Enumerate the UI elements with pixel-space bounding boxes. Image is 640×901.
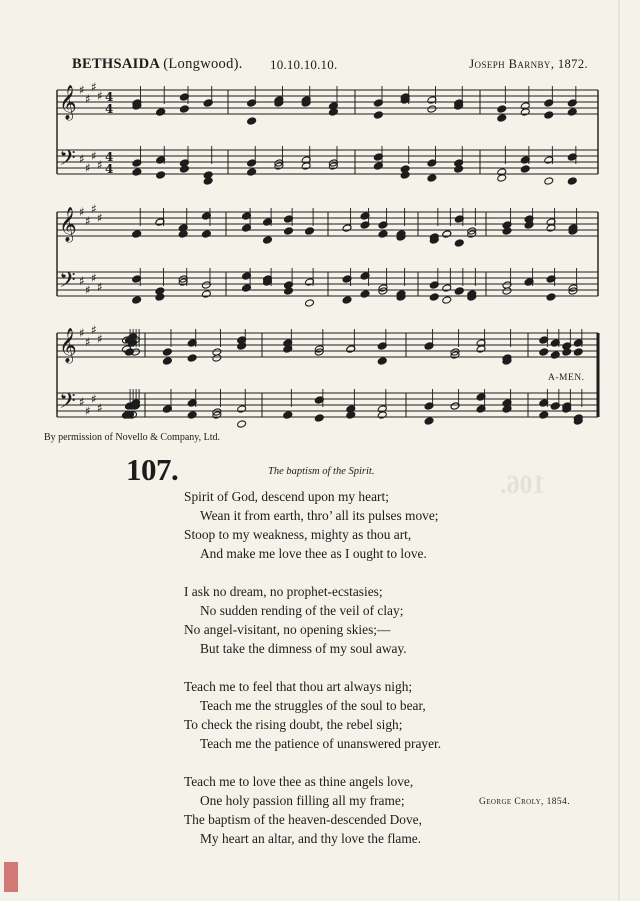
note-head	[454, 287, 464, 295]
note-head	[284, 227, 294, 235]
tune-meter: 10.10.10.10.	[270, 57, 338, 72]
sharp-icon: ♯	[91, 202, 97, 216]
sharp-icon: ♯	[85, 335, 91, 349]
verse-line: The baptism of the heaven-descended Dove,	[184, 812, 422, 827]
note-head	[187, 354, 197, 362]
hymn-verses	[184, 487, 524, 867]
treble-clef-icon: 𝄞	[59, 207, 77, 242]
music-score	[0, 80, 640, 430]
treble-clef-icon: 𝄞	[59, 328, 77, 363]
verse-line: But take the dimness of my soul away.	[200, 641, 407, 656]
note-head	[162, 348, 172, 356]
note-head	[550, 351, 560, 359]
note-head	[179, 105, 189, 113]
verse-line: My heart an altar, and thy love the flame.	[200, 831, 422, 846]
verse-line: Wean it from earth, thro’ all its pulses move;	[200, 508, 439, 523]
sharp-icon: ♯	[97, 280, 103, 294]
bleed-through-number: 106.	[500, 470, 546, 499]
note-head	[442, 296, 452, 304]
verse-line: Teach me the patience of unanswered prayer.	[200, 736, 442, 751]
sharp-icon: ♯	[85, 283, 91, 297]
sharp-icon: ♯	[97, 89, 103, 103]
stanza-1	[184, 487, 524, 563]
bass-clef-icon: 𝄢	[59, 268, 76, 298]
sharp-icon: ♯	[79, 326, 85, 340]
note-head	[497, 114, 507, 122]
note-head	[132, 296, 142, 304]
note-head	[247, 117, 257, 125]
note-head	[424, 417, 434, 425]
note-head	[283, 411, 293, 419]
note-head	[429, 293, 439, 301]
note-head	[539, 411, 549, 419]
note-head	[132, 230, 142, 238]
treble-clef-icon: 𝄞	[59, 85, 77, 120]
note-head	[377, 357, 387, 365]
note-head	[573, 348, 583, 356]
note-head	[442, 230, 452, 238]
bass-clef-icon: 𝄢	[59, 146, 76, 176]
sharp-icon: ♯	[91, 323, 97, 337]
note-head	[187, 411, 197, 419]
note-head	[156, 108, 166, 116]
amen-label: A-MEN.	[548, 373, 585, 383]
sharp-icon: ♯	[85, 404, 91, 418]
stanza-4	[184, 772, 524, 848]
verse-line: To check the rising doubt, the rebel sigh;	[184, 717, 403, 732]
verse-line: One holy passion filling all my frame;	[200, 793, 405, 808]
note-head	[544, 111, 554, 119]
sharp-icon: ♯	[85, 214, 91, 228]
time-signature-bottom: 4	[105, 102, 114, 116]
tune-name-main: BETHSAIDA	[72, 56, 160, 72]
hymn-number: 107.	[126, 452, 179, 487]
note-head	[539, 348, 549, 356]
sharp-icon: ♯	[79, 274, 85, 288]
hymn-author: George Croly, 1854.	[479, 797, 570, 807]
note-head	[373, 111, 383, 119]
sharp-icon: ♯	[91, 392, 97, 406]
verse-line: I ask no dream, no prophet-ecstasies;	[184, 584, 383, 599]
sharp-icon: ♯	[97, 401, 103, 415]
verse-line: No sudden rending of the veil of clay;	[200, 603, 404, 618]
note-head	[201, 290, 211, 298]
note-head	[427, 105, 437, 113]
verse-line: Stoop to my weakness, mighty as thou art,	[184, 527, 412, 542]
verse-line: Teach me the struggles of the soul to bear,	[200, 698, 426, 713]
bass-clef-icon: 𝄢	[59, 389, 76, 419]
verse-line: Teach me to love thee as thine angels love,	[184, 774, 414, 789]
time-signature-top: 4	[105, 90, 114, 104]
note-head	[305, 299, 315, 307]
stanza-3	[184, 677, 524, 753]
note-head	[342, 296, 352, 304]
note-head	[201, 230, 211, 238]
sharp-icon: ♯	[85, 92, 91, 106]
note-head	[263, 236, 273, 244]
note-head	[247, 168, 257, 176]
note-head	[305, 227, 315, 235]
sharp-icon: ♯	[79, 83, 85, 97]
note-head	[162, 357, 172, 365]
verse-line: Spirit of God, descend upon my heart;	[184, 489, 389, 504]
note-head	[454, 239, 464, 247]
note-head	[520, 165, 530, 173]
note-head	[567, 177, 577, 185]
time-signature-bottom: 4	[105, 162, 114, 176]
note-head	[156, 171, 166, 179]
sharp-icon: ♯	[79, 205, 85, 219]
note-head	[237, 420, 247, 428]
note-head	[544, 177, 554, 185]
sharp-icon: ♯	[79, 395, 85, 409]
tune-composer: Joseph Barnby, 1872.	[469, 57, 588, 71]
time-signature-top: 4	[105, 150, 114, 164]
note-head	[132, 168, 142, 176]
sharp-icon: ♯	[85, 161, 91, 175]
stanza-2	[184, 582, 524, 658]
sharp-icon: ♯	[97, 332, 103, 346]
sharp-icon: ♯	[91, 271, 97, 285]
verse-line: And make me love thee as I ought to love.	[200, 546, 427, 561]
note-head	[314, 414, 324, 422]
sharp-icon: ♯	[91, 80, 97, 94]
tune-header	[72, 56, 588, 76]
note-head	[378, 230, 388, 238]
sharp-icon: ♯	[97, 158, 103, 172]
hymn-title: The baptism of the Spirit.	[268, 466, 375, 477]
sharp-icon: ♯	[91, 149, 97, 163]
sharp-icon: ♯	[97, 211, 103, 225]
note-head	[567, 108, 577, 116]
verse-line: No angel-visitant, no opening skies;—	[184, 622, 391, 637]
sharp-icon: ♯	[79, 152, 85, 166]
note-head	[360, 290, 370, 298]
tune-name	[72, 56, 243, 73]
page-edge-mark	[4, 862, 18, 892]
permission-note: By permission of Novello & Company, Ltd.	[44, 432, 221, 443]
tune-name-alt: (Longwood).	[163, 56, 243, 72]
note-head	[427, 174, 437, 182]
note-head	[497, 105, 507, 113]
note-head	[546, 293, 556, 301]
verse-line: Teach me to feel that thou art always nigh;	[184, 679, 413, 694]
